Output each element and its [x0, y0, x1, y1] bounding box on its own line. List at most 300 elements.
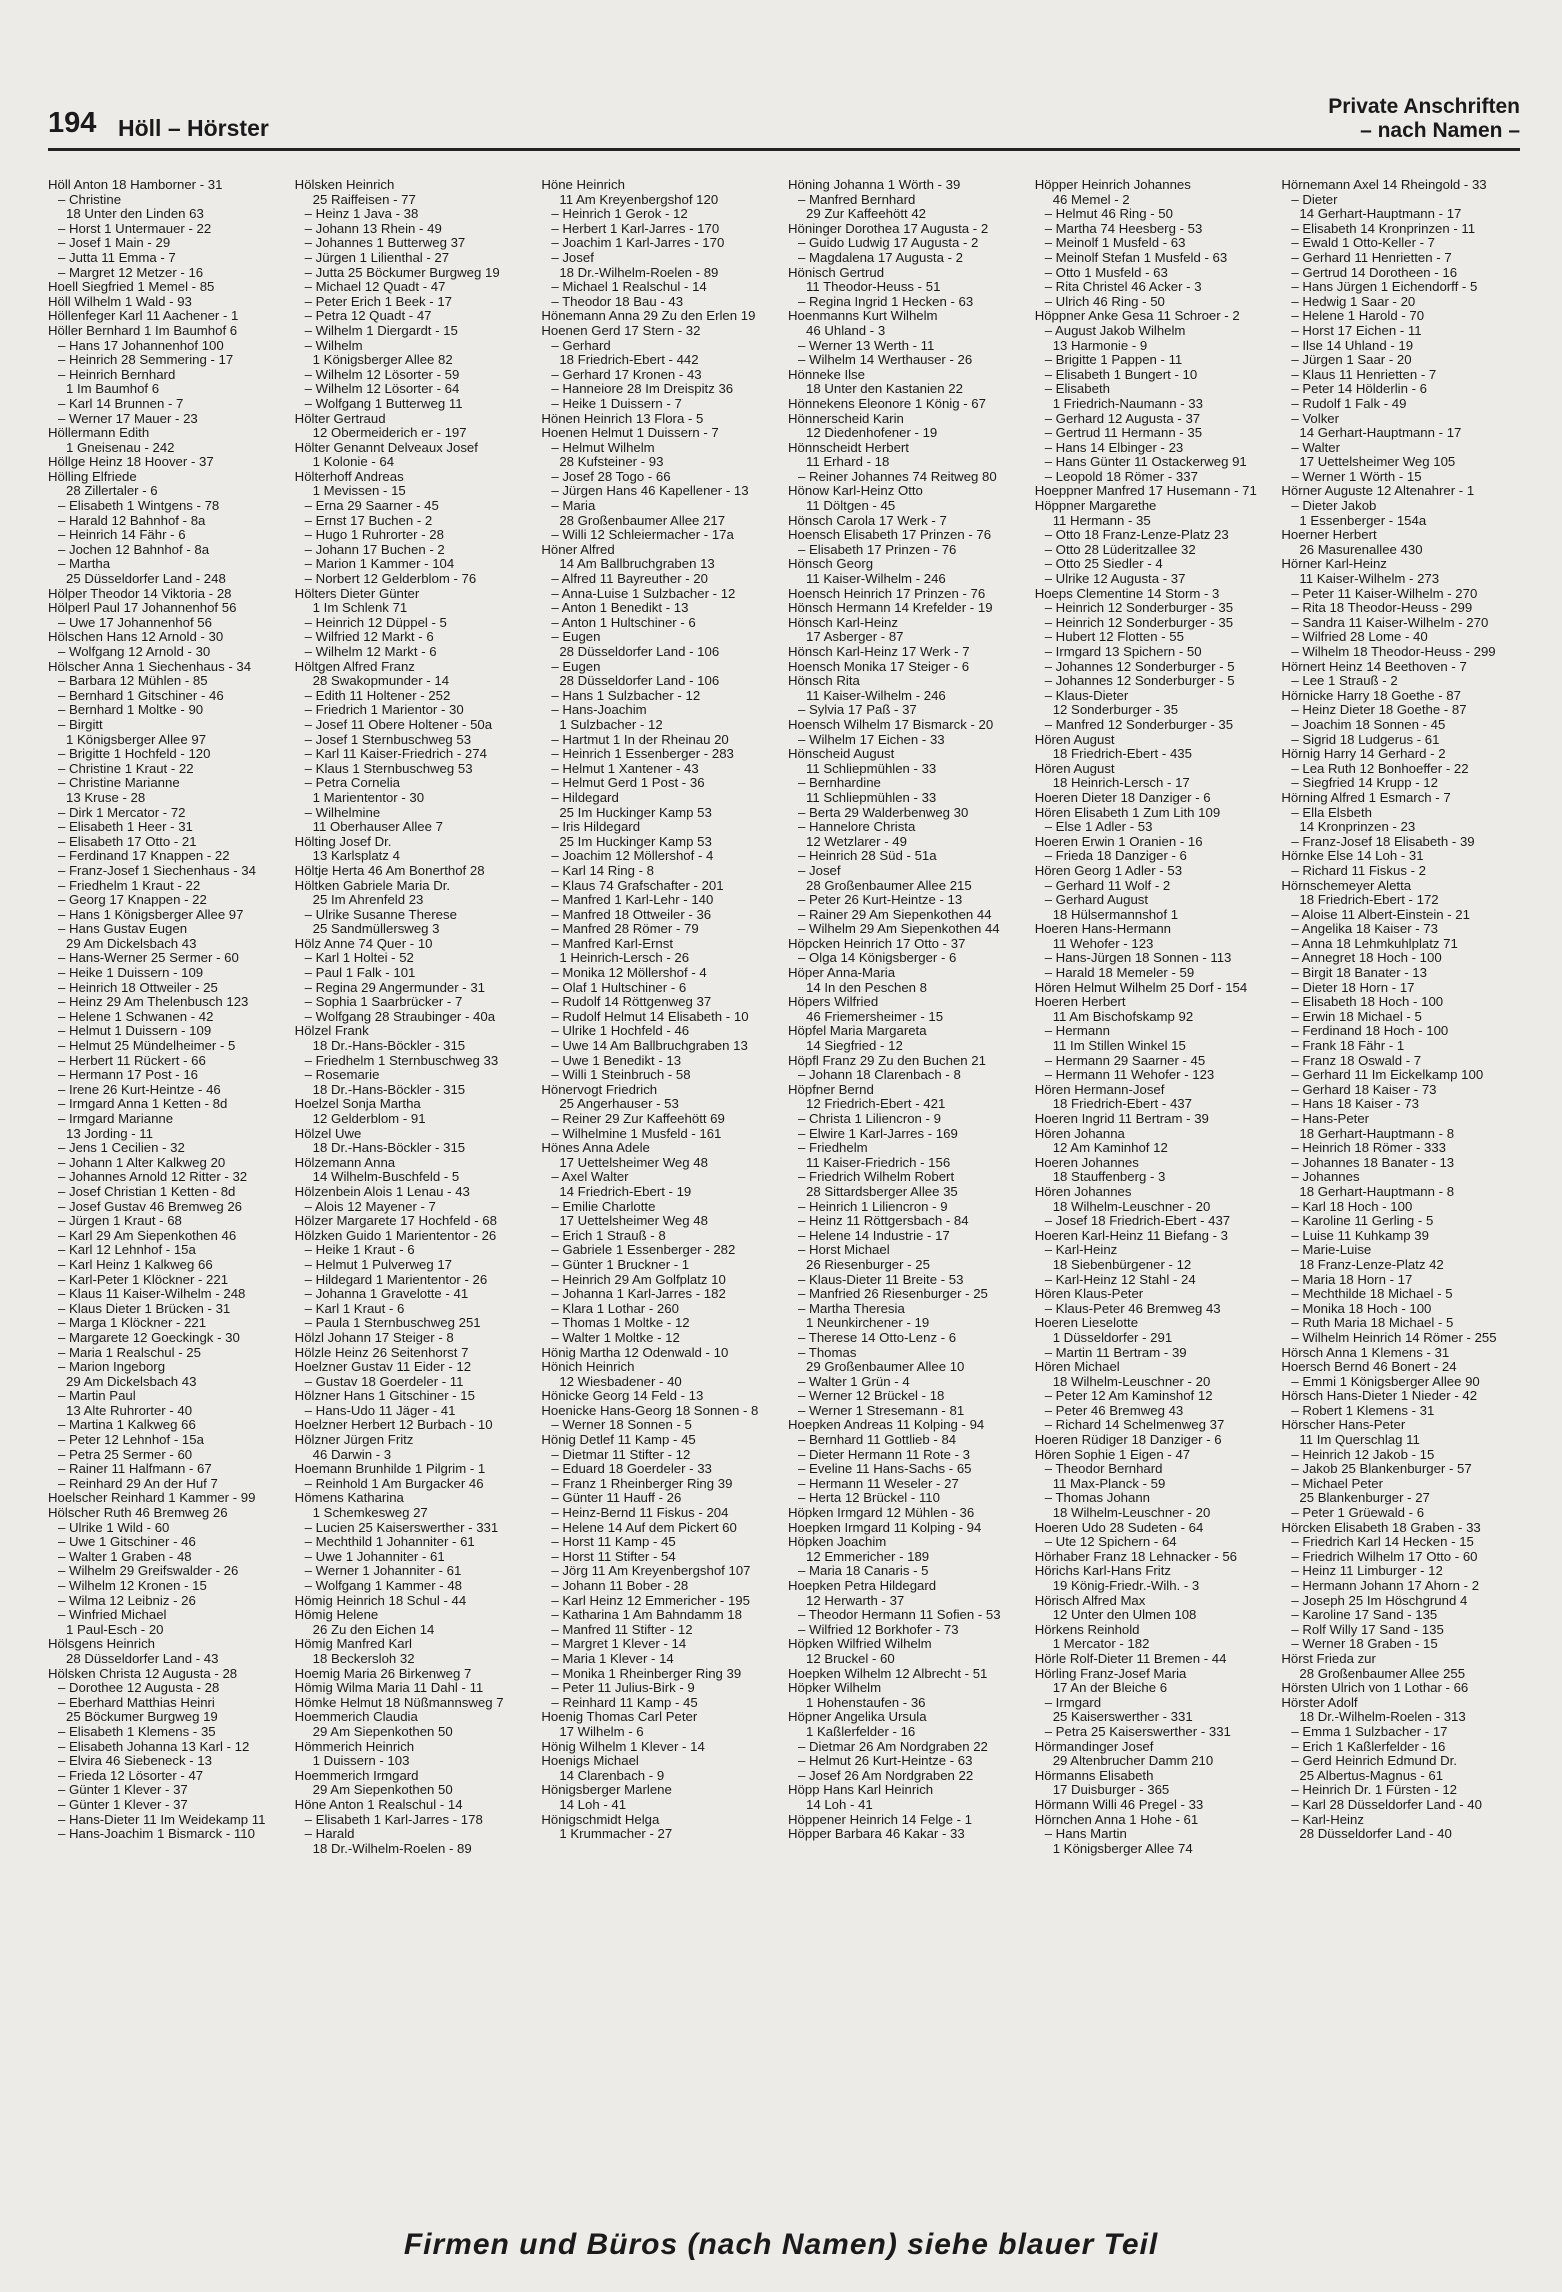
directory-entry: – Horst 17 Eichen - 11 [1291, 323, 1422, 338]
directory-entry: 1 Mevissen - 15 [312, 484, 406, 499]
directory-entry: – Reinhard 29 An der Huf 7 [58, 1476, 218, 1491]
directory-entry: 18 Gerhart-Hauptmann - 8 [1299, 1184, 1455, 1199]
directory-entry: – Monika 18 Hoch - 100 [1291, 1301, 1432, 1316]
directory-entry: – Helmut 26 Kurt-Heintze - 63 [798, 1754, 973, 1769]
directory-entry: – Gerhard 12 Augusta - 37 [1044, 411, 1201, 426]
directory-entry: – Mechthilde 18 Michael - 5 [1291, 1287, 1453, 1302]
directory-entry: Höninger Dorothea 17 Augusta - 2 [788, 221, 989, 236]
directory-entry: 26 Masurenallee 430 [1299, 542, 1423, 557]
directory-entry: 18 Stauffenberg - 3 [1052, 1170, 1166, 1185]
directory-entry: – Uwe 17 Johannenhof 56 [58, 615, 212, 630]
directory-entry: 28 Zillertaler - 6 [66, 484, 158, 499]
directory-entry: – Richard 11 Fiskus - 2 [1291, 863, 1426, 878]
directory-entry: 12 Emmericher - 189 [806, 1549, 930, 1564]
directory-entry: – Wolfgang 12 Arnold - 30 [58, 645, 211, 659]
directory-entry: 18 Friedrich-Ebert - 437 [1052, 1097, 1192, 1112]
directory-entry: Höll Wilhelm 1 Wald - 93 [48, 294, 192, 309]
directory-entry: – Wilhelm 29 Am Siepenkothen 44 [798, 922, 1000, 937]
directory-entry: 1 Im Schlenk 71 [312, 601, 408, 616]
directory-entry: 14 Kronprinzen - 23 [1299, 820, 1416, 835]
directory-entry: 29 Großenbaumer Allee 10 [806, 1360, 965, 1375]
directory-entry: Hönisch Gertrud [788, 265, 885, 280]
directory-entry: – Joseph 25 Im Höschgrund 4 [1291, 1593, 1468, 1608]
directory-entry: 25 Blankenburger - 27 [1299, 1491, 1430, 1506]
directory-entry: – Ulrich 46 Ring - 50 [1044, 294, 1165, 309]
directory-entry: 11 Erhard - 18 [806, 455, 890, 470]
directory-entry: – Hans 18 Kaiser - 73 [1291, 1097, 1419, 1112]
directory-entry: Höllermann Edith [48, 426, 150, 441]
directory-entry: Hönnekens Eleonore 1 König - 67 [788, 396, 986, 411]
directory-entry: – Anna 18 Lehmkuhlplatz 71 [1291, 936, 1458, 951]
directory-entry: Hörnert Heinz 14 Beethoven - 7 [1281, 659, 1467, 674]
directory-entry: – Reiner Johannes 74 Reitweg 80 [798, 469, 997, 484]
directory-entry: Höpers Wilfried [788, 995, 879, 1010]
directory-entry: – Johannes 12 Sonderburger - 5 [1044, 674, 1235, 689]
directory-entry: – Walter 1 Moltke - 12 [551, 1330, 680, 1345]
directory-entry: Höpper Barbara 46 Kakar - 33 [788, 1827, 965, 1842]
directory-entry: – Martha 74 Heesberg - 53 [1044, 221, 1203, 236]
directory-entry: – Heinz 11 Limburger - 12 [1291, 1564, 1443, 1579]
directory-entry: Hören August [1034, 761, 1115, 776]
directory-entry: – Hermann 29 Saarner - 45 [1044, 1053, 1206, 1068]
directory-entry: – Manfried 26 Riesenburger - 25 [798, 1287, 988, 1302]
directory-entry: – Elisabeth 1 Klemens - 35 [58, 1724, 216, 1739]
directory-entry: – Lea Ruth 12 Bonhoeffer - 22 [1291, 761, 1469, 776]
directory-entry: – Elisabeth 1 Bungert - 10 [1044, 367, 1198, 382]
directory-entry: Hömens Katharina [294, 1491, 404, 1506]
directory-entry: – Peter 1 Grüewald - 6 [1291, 1506, 1425, 1521]
directory-entry: – Regina 29 Angermunder - 31 [304, 980, 486, 995]
directory-entry: – Heinrich Dr. 1 Fürsten - 12 [1291, 1783, 1458, 1798]
directory-entry: – Martha [58, 557, 111, 572]
directory-entry: – Meinolf 1 Musfeld - 63 [1044, 236, 1186, 251]
directory-column-3 [541, 178, 780, 2178]
directory-entry: Hölscher Anna 1 Siechenhaus - 34 [48, 659, 252, 674]
directory-entry: Hönich Heinrich [541, 1360, 635, 1375]
directory-entry: – Gerhard 11 Wolf - 2 [1044, 878, 1171, 893]
directory-entry: – Ernst 17 Buchen - 2 [304, 513, 433, 528]
directory-entry: – Hildegard [551, 790, 619, 805]
directory-entry: – Wilhelm 12 Lösorter - 64 [304, 382, 460, 397]
directory-entry: Hoeren Karl-Heinz 11 Biefang - 3 [1034, 1228, 1228, 1243]
directory-entry: – Hermann Johann 17 Ahorn - 2 [1291, 1579, 1480, 1593]
directory-entry: – Franz 1 Rheinberger Ring 39 [551, 1476, 733, 1491]
directory-entry: 18 Dr.-Hans-Böckler - 315 [312, 1141, 466, 1156]
page-number: 194 [48, 107, 97, 139]
directory-entry: – Elisabeth 17 Prinzen - 76 [798, 542, 957, 557]
directory-column-1 [48, 178, 287, 2178]
directory-entry: – Birgitt [58, 717, 103, 732]
directory-entry: – Hugo 1 Ruhrorter - 28 [304, 528, 444, 543]
directory-entry: 11 Döltgen - 45 [806, 499, 896, 514]
directory-entry: – Wolfgang 28 Straubinger - 40a [304, 1009, 496, 1024]
directory-entry: Höpfl Franz 29 Zu den Buchen 21 [788, 1053, 986, 1068]
directory-entry: Hönsch Hermann 14 Krefelder - 19 [788, 601, 993, 616]
directory-entry: 28 Düsseldorfer Land - 40 [1299, 1827, 1452, 1842]
directory-entry: Hönsch Carola 17 Werk - 7 [788, 513, 947, 528]
directory-entry: Hoepken Irmgard 11 Kolping - 94 [788, 1520, 982, 1535]
directory-entry: 25 Angerhauser - 53 [559, 1097, 679, 1112]
directory-entry: 11 Schliepmühlen - 33 [806, 790, 937, 805]
directory-entry: – Helmut 1 Pulverweg 17 [304, 1257, 453, 1272]
directory-entry: Hömig Heinrich 18 Schul - 44 [294, 1593, 467, 1608]
directory-entry: – Else 1 Adler - 53 [1044, 820, 1153, 835]
directory-entry: – Otto 25 Siedler - 4 [1044, 557, 1163, 572]
directory-entry: Hölter Gertraud [294, 411, 386, 426]
directory-entry: – Reinhard 11 Kamp - 45 [551, 1695, 698, 1710]
directory-entry: – Ilse 14 Uhland - 19 [1291, 338, 1414, 353]
directory-entry: – Maria [551, 499, 596, 514]
directory-entry: – Franz-Josef 18 Elisabeth - 39 [1291, 834, 1475, 849]
directory-entry: – Marion Ingeborg [58, 1360, 166, 1375]
directory-entry: – Werner 13 Werth - 11 [798, 338, 935, 353]
directory-entry: – Josef [798, 863, 841, 878]
directory-entry: – Jörg 11 Am Kreyenbergshof 107 [551, 1564, 751, 1579]
directory-entry: – Frank 18 Fähr - 1 [1291, 1039, 1405, 1054]
directory-entry: – Rolf Willy 17 Sand - 135 [1291, 1622, 1444, 1637]
directory-entry: 25 Düsseldorfer Land - 248 [66, 572, 226, 587]
directory-entry: 46 Darwin - 3 [312, 1447, 392, 1462]
directory-entry: Hönen Heinrich 13 Flora - 5 [541, 411, 704, 426]
directory-entry: 18 Wilhelm-Leuschner - 20 [1052, 1374, 1211, 1389]
directory-entry: 28 Großenbaumer Allee 255 [1299, 1666, 1466, 1681]
directory-entry: – Gerhard [551, 338, 611, 353]
directory-entry: 11 Kaiser-Wilhelm - 246 [806, 572, 946, 587]
directory-entry: – Robert 1 Klemens - 31 [1291, 1403, 1435, 1418]
directory-entry: 13 Alte Ruhrorter - 40 [66, 1403, 193, 1418]
directory-entry: Hörkens Reinhold [1034, 1622, 1140, 1637]
directory-entry: – Ulrike 1 Hochfeld - 46 [551, 1024, 690, 1039]
directory-entry: Höller Bernhard 1 Im Baumhof 6 [48, 323, 238, 338]
directory-entry: Hörhaber Franz 18 Lehnacker - 56 [1034, 1549, 1238, 1564]
directory-entry: – Franz-Josef 1 Siechenhaus - 34 [58, 863, 256, 878]
directory-entry: – Dieter Hermann 11 Rote - 3 [798, 1447, 971, 1462]
directory-entry: – Heinrich Bernhard [58, 367, 176, 382]
directory-entry: – Anton 1 Benedikt - 13 [551, 601, 689, 616]
directory-entry: Höne Anton 1 Realschul - 14 [294, 1797, 463, 1812]
directory-entry: 14 Clarenbach - 9 [559, 1768, 665, 1783]
directory-entry: Hörst Frieda zur [1281, 1651, 1376, 1666]
directory-entry: Hoenig Thomas Carl Peter [541, 1710, 698, 1725]
directory-entry: Hönsch Georg [788, 557, 874, 572]
directory-entry: – Friedhelm 1 Sternbuschweg 33 [304, 1053, 499, 1068]
directory-entry: 18 Siebenbürgener - 12 [1052, 1257, 1192, 1272]
directory-entry: 18 Wilhelm-Leuschner - 20 [1052, 1506, 1211, 1521]
directory-entry: 13 Kruse - 28 [66, 790, 146, 805]
directory-entry: – Karl Heinz 1 Kalkweg 66 [58, 1257, 213, 1272]
directory-entry: – Hermann [1044, 1024, 1110, 1039]
directory-entry: – Heinrich 12 Düppel - 5 [304, 615, 447, 630]
directory-entry: – Peter 11 Kaiser-Wilhelm - 270 [1291, 586, 1478, 601]
directory-entry: – Hans 1 Königsberger Allee 97 [58, 907, 244, 922]
directory-entry: 17 Uettelsheimer Weg 105 [1299, 455, 1456, 470]
directory-entry: Hören Georg 1 Adler - 53 [1034, 863, 1183, 878]
directory-entry: Hoelzel Sonja Martha [294, 1097, 421, 1112]
directory-entry: – Heinrich 1 Liliencron - 9 [798, 1199, 948, 1214]
directory-entry: – Dietmar 11 Stifter - 12 [551, 1447, 691, 1462]
directory-entry: – Manfred 12 Sonderburger - 35 [1044, 717, 1234, 732]
directory-entry: – Edith 11 Holtener - 252 [304, 688, 451, 703]
directory-entry: Hörmanns Elisabeth [1034, 1768, 1154, 1783]
directory-entry: 12 Bruckel - 60 [806, 1651, 895, 1666]
directory-entry: – Wilhelm 12 Lösorter - 59 [304, 367, 460, 382]
directory-entry: – Manfred 11 Stifter - 12 [551, 1622, 693, 1637]
directory-entry: – Manfred 28 Römer - 79 [551, 922, 699, 937]
directory-entry: – Willi 12 Schleiermacher - 17a [551, 528, 734, 543]
directory-entry: – Reinhold 1 Am Burgacker 46 [304, 1476, 484, 1491]
directory-entry: 12 Sonderburger - 35 [1052, 703, 1179, 718]
directory-entry: 1 Essenberger - 154a [1299, 513, 1427, 528]
directory-entry: Höner Alfred [541, 542, 615, 557]
directory-entry: – Martina 1 Kalkweg 66 [58, 1418, 196, 1433]
directory-entry: – Therese 14 Otto-Lenz - 6 [798, 1330, 957, 1345]
directory-entry: Hörnig Harry 14 Gerhard - 2 [1281, 747, 1446, 762]
directory-entry: – Hannelore Christa [798, 820, 916, 835]
directory-entry: Hoepken Wilhelm 12 Albrecht - 51 [788, 1666, 988, 1681]
directory-entry: – Sandra 11 Kaiser-Wilhelm - 270 [1291, 615, 1489, 630]
directory-entry: – Friedrich 1 Marientor - 30 [304, 703, 464, 718]
directory-entry: Hören August [1034, 732, 1115, 747]
directory-entry: – Angelika 18 Kaiser - 73 [1291, 922, 1438, 937]
directory-entry: Hoeren Hans-Hermann [1034, 922, 1172, 937]
directory-entry: Hörnchen Anna 1 Hohe - 61 [1034, 1812, 1199, 1827]
directory-entry: 14 Loh - 41 [806, 1797, 873, 1812]
directory-entry: – Eduard 18 Goerdeler - 33 [551, 1462, 712, 1477]
directory-entry: – Helene 14 Industrie - 17 [798, 1228, 950, 1243]
directory-entry: Höpp Hans Karl Heinrich [788, 1783, 934, 1798]
directory-entry: Hoensch Elisabeth 17 Prinzen - 76 [788, 528, 992, 543]
directory-entry: – Gertrud 11 Hermann - 35 [1044, 426, 1203, 441]
directory-entry: – Heinrich 18 Römer - 333 [1291, 1141, 1447, 1156]
directory-entry: – Klaus 1 Sternbuschweg 53 [304, 761, 473, 776]
directory-entry: Höpken Irmgard 12 Mühlen - 36 [788, 1506, 975, 1521]
directory-entry: 1 Sulzbacher - 12 [559, 717, 663, 732]
directory-entry: 18 Franz-Lenze-Platz 42 [1299, 1257, 1444, 1272]
directory-entry: Hölsgens Heinrich [48, 1637, 156, 1652]
directory-entry: Hoeren Rüdiger 18 Danziger - 6 [1034, 1433, 1222, 1448]
directory-entry: Höllge Heinz 18 Hoover - 37 [48, 455, 214, 470]
directory-entry: – Elisabeth Johanna 13 Karl - 12 [58, 1739, 250, 1754]
directory-entry: Höllenfeger Karl 11 Aachener - 1 [48, 309, 239, 324]
directory-entry: Hölzl Johann 17 Steiger - 8 [294, 1330, 454, 1345]
directory-entry: – Brigitte 1 Pappen - 11 [1044, 353, 1183, 368]
directory-entry: – Johannes Arnold 12 Ritter - 32 [58, 1170, 248, 1185]
directory-entry: Hörning Alfred 1 Esmarch - 7 [1281, 790, 1451, 805]
directory-entry: – Karl 28 Düsseldorfer Land - 40 [1291, 1797, 1482, 1812]
directory-entry: Hören Michael [1034, 1360, 1120, 1375]
directory-entry: – Otto 28 Lüderitzallee 32 [1044, 542, 1196, 557]
directory-entry: – Thomas Johann [1044, 1491, 1151, 1506]
directory-entry: Hömig Manfred Karl [294, 1637, 412, 1652]
directory-entry: – Brigitte 1 Hochfeld - 120 [58, 747, 211, 762]
directory-entry: – Helmut 1 Xantener - 43 [551, 761, 699, 776]
directory-entry: – Birgit 18 Banater - 13 [1291, 966, 1427, 981]
directory-entry: 17 An der Bleiche 6 [1052, 1681, 1168, 1696]
directory-entry: – Gerhard 17 Kronen - 43 [551, 367, 702, 382]
directory-entry: – Elisabeth 18 Hoch - 100 [1291, 995, 1444, 1010]
directory-entry: – Ute 12 Spichern - 64 [1044, 1535, 1177, 1550]
directory-entry: – Gerhard 11 Henrietten - 7 [1291, 250, 1452, 265]
directory-entry: – Irmgard Anna 1 Ketten - 8d [58, 1097, 228, 1112]
directory-entry: – Horst Michael [798, 1243, 890, 1258]
directory-entry: 11 Am Kreyenbergshof 120 [559, 192, 719, 207]
directory-entry: 12 Friedrich-Ebert - 421 [806, 1097, 946, 1112]
directory-entry: Höning Johanna 1 Wörth - 39 [788, 178, 961, 192]
directory-entry: – Hans-Udo 11 Jäger - 41 [304, 1403, 456, 1418]
directory-entry: Hoeps Clementine 14 Storm - 3 [1034, 586, 1220, 601]
directory-entry: Hören Johannes [1034, 1184, 1132, 1199]
directory-entry: – Helmut 25 Mündelheimer - 5 [58, 1039, 236, 1054]
directory-entry: – Margret 1 Klever - 14 [551, 1637, 687, 1652]
directory-entry: – Hans-Dieter 11 Im Weidekamp 11 [58, 1812, 266, 1827]
directory-entry: 13 Jording - 11 [66, 1126, 153, 1141]
directory-entry: – Werner 12 Brückel - 18 [798, 1389, 945, 1404]
directory-entry: – Katharina 1 Am Bahndamm 18 [551, 1608, 742, 1623]
directory-entry: – Helmut Wilhelm [551, 440, 655, 455]
directory-entry: Hoelzner Herbert 12 Burbach - 10 [294, 1418, 493, 1433]
directory-entry: 19 König-Friedr.-Wilh. - 3 [1052, 1579, 1200, 1593]
directory-entry: Hönscheid August [788, 747, 895, 762]
directory-entry: 14 Friedrich-Ebert - 19 [559, 1184, 692, 1199]
directory-entry: Höpcken Heinrich 17 Otto - 37 [788, 936, 966, 951]
directory-entry: – Annegret 18 Hoch - 100 [1291, 951, 1442, 966]
directory-entry: – Siegfried 14 Krupp - 12 [1291, 776, 1438, 791]
directory-entry: – Petra 25 Sermer - 60 [58, 1447, 193, 1462]
directory-entry: – Martin 11 Bertram - 39 [1044, 1345, 1187, 1360]
directory-entry: 29 Am Dickelsbach 43 [66, 936, 197, 951]
directory-entry: 25 Kaiserswerther - 331 [1052, 1710, 1193, 1725]
directory-entry: 11 Max-Planck - 59 [1052, 1476, 1166, 1491]
directory-entry: – Franz 18 Oswald - 7 [1291, 1053, 1422, 1068]
directory-entry: 1 Heinrich-Lersch - 26 [559, 951, 690, 966]
directory-entry: – Herbert 11 Rückert - 66 [58, 1053, 206, 1068]
directory-entry: 14 Gerhart-Hauptmann - 17 [1299, 207, 1462, 222]
directory-entry: – Monika 12 Möllershof - 4 [551, 966, 707, 981]
directory-entry: – Emma 1 Sulzbacher - 17 [1291, 1724, 1448, 1739]
directory-entry: – Rita 18 Theodor-Heuss - 299 [1291, 601, 1473, 616]
directory-entry: – Wilhelm 18 Theodor-Heuss - 299 [1291, 645, 1496, 659]
directory-entry: Hölzemann Anna [294, 1155, 396, 1170]
directory-entry: – Erich 1 Strauß - 8 [551, 1228, 666, 1243]
directory-entry: – Karl 1 Kraut - 6 [304, 1301, 405, 1316]
directory-entry: – Joachim 12 Möllershof - 4 [551, 849, 714, 864]
directory-entry: – Heinrich 12 Sonderburger - 35 [1044, 601, 1234, 616]
directory-entry: Hörnicke Harry 18 Goethe - 87 [1281, 688, 1461, 703]
directory-entry: – Barbara 12 Mühlen - 85 [58, 674, 208, 689]
directory-entry: – Uwe 14 Am Ballbruchgraben 13 [551, 1039, 748, 1054]
directory-entry: – Joachim 1 Karl-Jarres - 170 [551, 236, 725, 251]
directory-entry: – Frieda 12 Lösorter - 47 [58, 1768, 204, 1783]
directory-entry: – Olga 14 Königsberger - 6 [798, 951, 957, 966]
directory-entry: – Hans Günter 11 Ostackerweg 91 [1044, 455, 1247, 470]
directory-entry: 17 Uettelsheimer Weg 48 [559, 1155, 708, 1170]
directory-entry: – Alfred 11 Bayreuther - 20 [551, 572, 708, 587]
directory-entry: Hölzel Frank [294, 1024, 369, 1039]
directory-entry: 12 Am Kaminhof 12 [1052, 1141, 1168, 1156]
directory-entry: Hoeppner Manfred 17 Husemann - 71 [1034, 484, 1257, 499]
directory-entry: 28 Düsseldorfer Land - 106 [559, 674, 720, 689]
directory-entry: Hönigsberger Marlene [541, 1783, 672, 1798]
directory-entry: – Berta 29 Walderbenweg 30 [798, 805, 969, 820]
directory-entry: Hoenicke Hans-Georg 18 Sonnen - 8 [541, 1403, 759, 1418]
directory-entry: – Irmgard Marianne [58, 1112, 174, 1126]
directory-entry: – Wilfried 12 Borkhofer - 73 [798, 1622, 959, 1637]
directory-entry: – Hanneiore 28 Im Dreispitz 36 [551, 382, 734, 397]
directory-entry: 25 Böckumer Burgweg 19 [66, 1710, 218, 1725]
directory-entry: – Margret 12 Metzer - 16 [58, 265, 204, 280]
directory-entry: – Gabriele 1 Essenberger - 282 [551, 1243, 736, 1258]
directory-entry: Hömig Helene [294, 1608, 379, 1623]
directory-entry: Hönes Anna Adele [541, 1141, 650, 1156]
directory-entry: – Magdalena 17 Augusta - 2 [798, 250, 963, 265]
directory-entry: – Johannes 12 Sonderburger - 5 [1044, 659, 1235, 674]
directory-entry: – Horst 11 Kamp - 45 [551, 1535, 676, 1550]
directory-entry: – Marion 1 Kammer - 104 [304, 557, 455, 572]
directory-entry: – Johann 17 Buchen - 2 [304, 542, 445, 557]
directory-entry: – Uwe 1 Johanniter - 61 [304, 1549, 445, 1564]
directory-entry: – Werner 18 Graben - 15 [1291, 1637, 1438, 1652]
directory-entry: 13 Karlsplatz 4 [312, 849, 400, 864]
directory-entry: 25 Sandmüllersweg 3 [312, 922, 440, 937]
directory-entry: – Jürgen 1 Saar - 20 [1291, 353, 1412, 368]
directory-entry: Hoeren Herbert [1034, 995, 1126, 1010]
directory-entry: 26 Zu den Eichen 14 [312, 1622, 435, 1637]
directory-entry: – Helmut 46 Ring - 50 [1044, 207, 1173, 222]
directory-column-4 [788, 178, 1027, 2178]
directory-entry: Hömig Wilma Maria 11 Dahl - 11 [294, 1681, 484, 1696]
directory-entry: – Manfred Karl-Ernst [551, 936, 674, 951]
directory-entry: Höne Heinrich [541, 178, 625, 192]
section-title-line2: – nach Namen – [1360, 119, 1520, 142]
directory-entry: 28 Sittardsberger Allee 35 [806, 1184, 958, 1199]
directory-entry: – Klara 1 Lothar - 260 [551, 1301, 679, 1316]
directory-entry: – Jochen 12 Bahnhof - 8a [58, 542, 210, 557]
directory-entry: Hoepken Andreas 11 Kolping - 94 [788, 1418, 985, 1433]
directory-entry: – Karl Heinz 12 Emmericher - 195 [551, 1593, 750, 1608]
directory-entry: – Bernhard 1 Gitschiner - 46 [58, 688, 224, 703]
directory-entry: – Erwin 18 Michael - 5 [1291, 1009, 1422, 1024]
directory-entry: 11 Im Stillen Winkel 15 [1052, 1039, 1186, 1054]
directory-entry: – Richard 14 Schelmenweg 37 [1044, 1418, 1225, 1433]
directory-entry: 14 Wilhelm-Buschfeld - 5 [312, 1170, 460, 1185]
directory-entry: Hoelzner Gustav 11 Eider - 12 [294, 1360, 472, 1375]
directory-entry: – Peter 11 Julius-Birk - 9 [551, 1681, 695, 1696]
directory-entry: – Johannes [1291, 1170, 1360, 1185]
directory-entry: – Elisabeth [1044, 382, 1110, 397]
directory-entry: – Dieter 18 Horn - 17 [1291, 980, 1415, 995]
directory-entry: – Anton 1 Hultschiner - 6 [551, 615, 696, 630]
directory-entry: – Meinolf Stefan 1 Musfeld - 63 [1044, 250, 1228, 265]
directory-entry: – Hartmut 1 In der Rheinau 20 [551, 732, 729, 747]
directory-entry: – Wolfgang 1 Butterweg 11 [304, 396, 463, 411]
directory-entry: Hölperl Paul 17 Johannenhof 56 [48, 601, 237, 616]
directory-entry: – Rainer 29 Am Siepenkothen 44 [798, 907, 992, 922]
directory-entry: Hönemann Anna 29 Zu den Erlen 19 [541, 309, 756, 324]
directory-entry: – Maria 18 Canaris - 5 [798, 1564, 929, 1579]
directory-entry: – Karl 12 Lehnhof - 15a [58, 1243, 196, 1258]
directory-entry: – Bernhard 11 Gottlieb - 84 [798, 1433, 957, 1448]
directory-entry: – Michael 1 Realschul - 14 [551, 280, 707, 295]
directory-entry: – Christine Marianne [58, 776, 180, 791]
directory-entry: 29 Zur Kaffeehött 42 [806, 207, 927, 222]
directory-entry: – Irmgard 13 Spichern - 50 [1044, 645, 1202, 659]
directory-entry: Hölzel Uwe [294, 1126, 362, 1141]
directory-entry: – Friedrich Wilhelm Robert [798, 1170, 955, 1185]
directory-entry: 11 Wehofer - 123 [1052, 936, 1154, 951]
directory-entry: – Erna 29 Saarner - 45 [304, 499, 439, 514]
directory-entry: – Heinrich 28 Semmering - 17 [58, 353, 234, 368]
directory-entry: – Günter 1 Klever - 37 [58, 1783, 188, 1798]
